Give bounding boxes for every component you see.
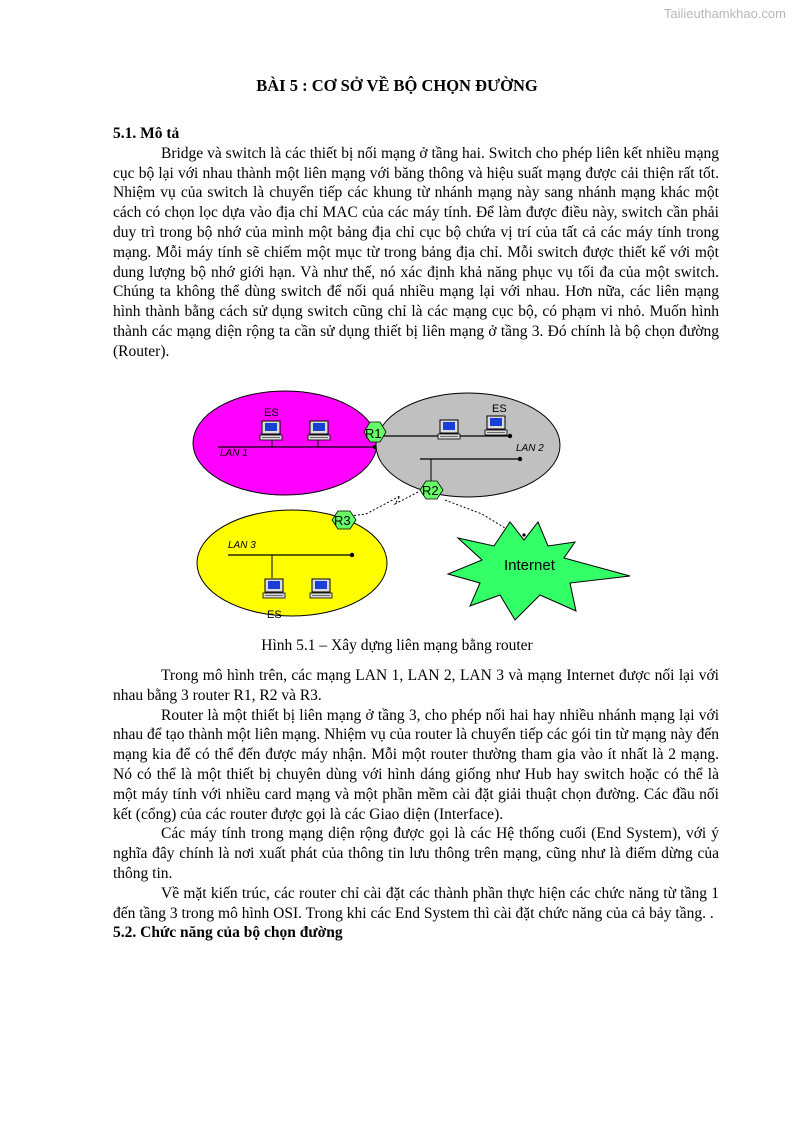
lan3-pc-2 [310,579,332,598]
internet-label: Internet [504,557,555,574]
lan1-pc-1 [260,421,282,440]
body-text [113,666,719,943]
lan1-pc-2 [308,421,330,440]
router-r2-label: R2 [422,483,439,498]
lan1-es-label: ES [264,407,279,419]
paragraph-3: Các máy tính trong mạng diện rộng được gọi là các Hệ thống cuối (End System), với ý nghĩa đây chính là nơi xuất phát của thông tin lưu thông trên mạng, cũng như là điểm dừng của thông tin. [113,825,719,882]
link-r2-internet [445,500,505,528]
lan2-es-label: ES [492,403,507,415]
section-1-paragraph: Bridge và switch là các thiết bị nối mạng ở tầng hai. Switch cho phép liên kết nhiều mạng cục bộ lại với nhau thành một liên mạng với băng thông và hiệu suất mạng được cải thiện rất tốt. Nhiệm vụ của switch là chuyển tiếp các khung từ nhánh mạng này sang nhánh mạng khác một cách có chọn lọc dựa vào địa chỉ MAC của các máy tính. Để làm được điều này, switch cần phải duy trì trong bộ nhớ của mình một bảng địa chỉ cục bộ chứa vị trí của tất cả các máy tính trong mạng. Mỗi máy tính sẽ chiếm một mục từ trong bảng địa chỉ. Mỗi switch được thiết kế với một dung lượng bộ nhớ giới hạn. Và như thế, nó xác định khả năng phục vụ tối đa của một switch. Chúng ta không thể dùng switch để nối quá nhiều mạng lại với nhau. Hơn nữa, các liên mạng hình thành bằng cách sử dụng switch cũng chỉ là các mạng cục bộ, có phạm vi nhỏ. Muốn hình thành các mạng diện rộng ta cần sử dụng thiết bị liên mạng ở tầng 3. Đó chính là bộ chọn đường (Router). [113,144,719,360]
router-r3-label: R3 [334,513,351,528]
figure-caption: Hình 5.1 – Xây dựng liên mạng bằng router [261,637,533,654]
watermark: Tailieuthamkhao.com [663,6,786,21]
section-1-heading: 5.1. Mô tả [113,125,180,142]
lan1-label: LAN 1 [220,448,248,459]
lan2-pc-2 [485,416,507,435]
lan3-pc-1 [263,579,285,598]
lan3-es-label: ES [267,609,282,621]
link-r2-r3 [350,492,418,516]
page-title: BÀI 5 : CƠ SỞ VỀ BỘ CHỌN ĐƯỜNG [256,76,538,95]
section-2-heading: 5.2. Chức năng của bộ chọn đường [113,924,343,942]
paragraph-2: Router là một thiết bị liên mạng ở tầng 3, cho phép nối hai hay nhiều nhánh mạng lại với nhau để tạo thành một liên mạng. Nhiệm vụ của router là chuyển tiếp các gói tin từ mạng này đến mạng kia để có thể đến được máy nhận. Mỗi một router thường tham gia vào ít nhất là 2 mạng. Nó có thể là một thiết bị chuyên dùng với hình dáng giống như Hub hay switch hoặc có thể là một máy tính với nhiều card mạng và một phần mềm cài đặt giải thuật chọn đường. Các đầu nối kết (cổng) của các router được gọi là các Giao diện (Interface). [113,706,719,823]
section-1 [113,124,719,362]
lan2-pc-1 [438,420,460,439]
paragraph-1: Trong mô hình trên, các mạng LAN 1, LAN 2, LAN 3 và mạng Internet được nối lại với nhau bằng 3 router R1, R2 và R3. [113,667,719,704]
lan2-label: LAN 2 [516,443,544,454]
lan3-label: LAN 3 [228,540,256,551]
lan3-cloud [197,510,387,616]
lan1-cloud [193,391,377,495]
network-diagram [190,388,640,628]
router-r1-label: R1 [365,426,382,441]
paragraph-4: Về mặt kiến trúc, các router chỉ cài đặt các thành phần thực hiện các chức năng từ tầng 1 đến tầng 3 trong mô hình OSI. Trong khi các End System thì cài đặt chức năng của cả bảy tầng. . [113,884,719,922]
